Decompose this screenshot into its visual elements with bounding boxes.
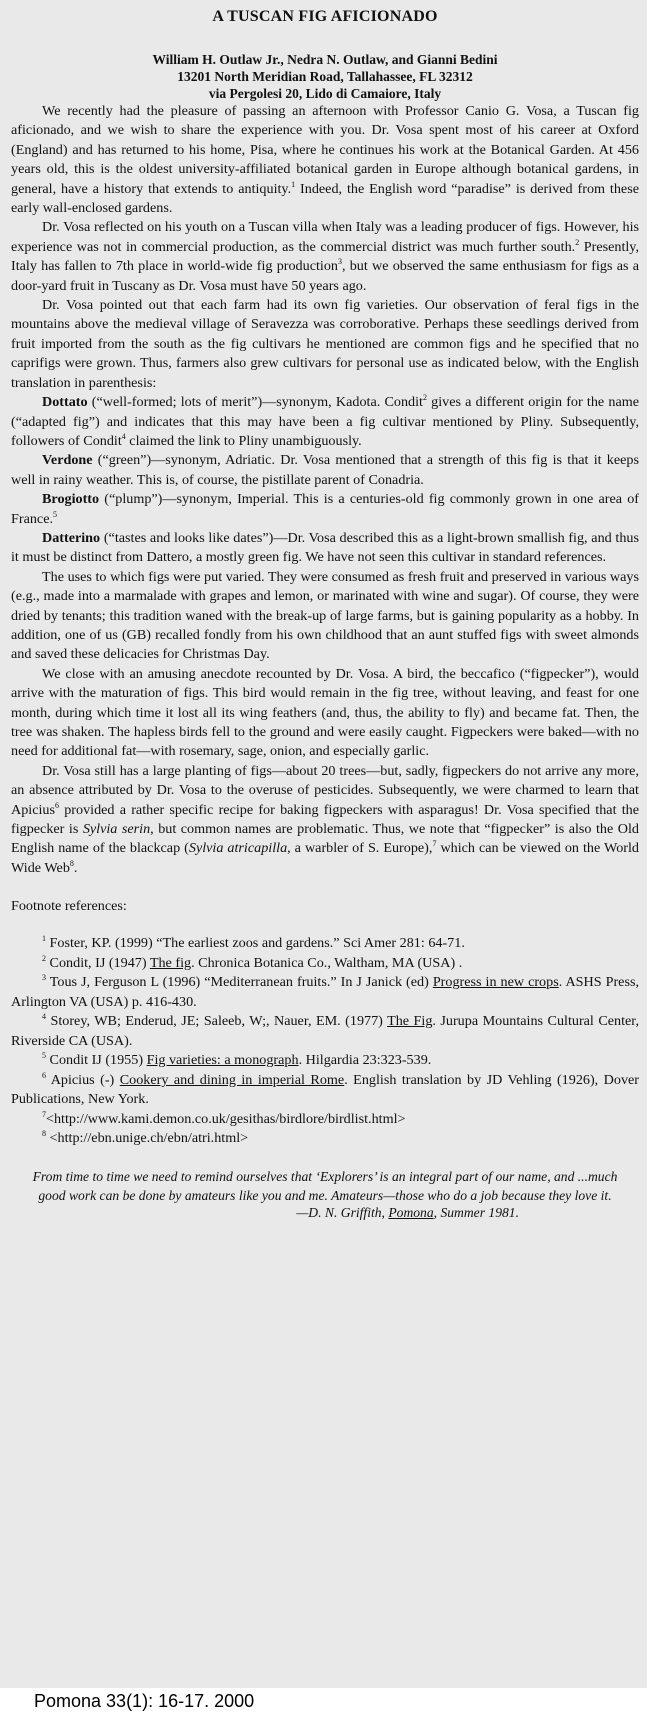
quote-attribution — [11, 1205, 639, 1221]
footnote-8 — [11, 1129, 639, 1149]
text-run: (“tastes and looks like dates”)—Dr. Vosa described this as a light-brown smallish fig, and thus it must be distinct from Dattero, a mostly green fig. We have not seen this cultivar in standard references. — [11, 529, 639, 566]
article-body — [11, 102, 639, 878]
footnote-text: . Jurupa Mountains Cultural Center, Riverside CA (USA). — [11, 1013, 639, 1049]
footnote-text: . English translation by JD Vehling (1926), Dover Publications, New York. — [11, 1071, 640, 1108]
paragraph-youth — [11, 218, 639, 296]
footnote-marker: 4 — [121, 431, 126, 441]
footnote-text: Condit IJ (1955) — [49, 1052, 147, 1069]
paragraph-verdone — [11, 451, 639, 490]
text-run: , but common names are problematic. Thus, we note that “figpecker” is also the Old English name of the blackcap ( — [11, 821, 639, 857]
paragraph-varieties: Dr. Vosa pointed out that each farm had its own fig varieties. Our observation of feral figs in the mountains above the medieval village of Seravezza was corroborative. Perhaps these seedlings derived from fruit imported from the south as the fig cultivars he mentioned are common figs and he specified that no caprifigs were grown. Thus, farmers also grew cultivars for personal use as indicated below, with the English translation in parenthesis: — [11, 297, 639, 391]
footnote-marker: 2 — [575, 237, 580, 247]
footnote-url: <http://www.kami.demon.co.uk/gesithas/birdlore/birdlist.html> — [46, 1110, 406, 1127]
text-run: provided a rather specific recipe for baking figpeckers with asparagus! Dr. Vosa specified that the figpecker is — [11, 801, 639, 838]
footnote-marker: 6 — [55, 800, 59, 810]
footnote-text: Foster, KP. (1999) “The earliest zoos and gardens.” Sci Amer 281: 64-71. — [49, 935, 465, 952]
footnote-marker: 2 — [422, 393, 427, 403]
paragraph-figpecker: We close with an amusing anecdote recounted by Dr. Vosa. A bird, the beccafico (“figpecker”), would arrive with the maturation of figs. This bird would remain in the fig tree, without leaving, and feast for one month, during which time it lost all its wing feathers (and, thus, the ability to fly) and became fat. Then, the tree was shaken. The hapless birds fell to the ground and were easily caught. Figpeckers were baked—with no need for additional fat—with rosemary, sage, onion, and especially garlic. — [11, 665, 639, 760]
book-title: The fig — [149, 954, 192, 971]
text-run: Indeed, the English word “paradise” is derived from these early wall-enclosed gardens. — [11, 180, 639, 217]
paragraph-brogiotto — [11, 490, 639, 529]
footnote-marker: 5 — [53, 509, 58, 519]
text-run: gives a different origin for the name (“adapted fig”) and indicates that this may have been a fig cultivar mentioned by Pliny. Subsequently, followers of Condit — [11, 394, 639, 449]
book-title: Fig varieties: a monograph — [146, 1052, 299, 1069]
footnote-text: Storey, WB; Enderud, JE; Saleeb, W;, Nauer, EM. (1977) — [50, 1013, 388, 1030]
text-run: (“green”)—synonym, Adriatic. Dr. Vosa mentioned that a strength of this fig is that it keeps well in rainy weather. This is, of course, the pistillate parent of Conadria. — [11, 452, 639, 488]
text-run: (“plump”)—synonym, Imperial. This is a centuries-old fig commonly grown in one area of France. — [11, 491, 639, 527]
closing-quote: From time to time we need to remind ourselves that ‘Explorers’ is an integral part of our name, and ...much good work can be done by amateurs like you and me. Amateurs—those who do a job because they love it. — [32, 1168, 618, 1203]
author-names: William H. Outlaw Jr., Nedra N. Outlaw, and Gianni Bedini — [152, 52, 498, 67]
footnote-4 — [11, 1012, 639, 1051]
text-run: . — [73, 859, 78, 876]
book-title: The Fig — [387, 1013, 433, 1030]
footnote-number: 3 — [42, 973, 46, 983]
footnote-text: . Chronica Botanica Co., Waltham, MA (USA) . — [191, 954, 463, 971]
footnote-2 — [11, 954, 639, 974]
footnote-1 — [11, 934, 639, 954]
text-run: , but we observed the same enthusiasm for figs as a door-yard fruit in Tuscany as Dr. Vosa must have 50 years ago. — [11, 258, 639, 294]
author-block — [11, 51, 639, 102]
footnote-text: Tous J, Ferguson L (1996) “Mediterranean fruits.” In J Janick (ed) — [49, 974, 433, 991]
paragraph-dottato — [11, 393, 639, 451]
text-run: Dr. Vosa reflected on his youth on a Tuscan villa when Italy was a leading producer of figs. However, his experience was not in commercial production, as the commercial district was much further south. — [11, 219, 639, 255]
paragraph-datterino — [11, 529, 639, 568]
book-title: Cookery and dining in imperial Rome — [119, 1071, 345, 1088]
species-name: Sylvia atricapilla — [188, 840, 288, 857]
text-run: We recently had the pleasure of passing an afternoon with Professor Canio G. Vosa, a Tuscan fig aficionado, and we wish to share the experience with you. Dr. Vosa spent most of his career at Oxford (England) and has returned to his home, Pisa, where he continues his work at the Botanical Garden. At 456 years old, this is the oldest university-affiliated botanical garden in Europe although botanical gardens, in general, have a history that extends to antiquity. — [11, 103, 639, 197]
cultivar-name-dottato: Dottato — [42, 394, 88, 411]
footnote-marker: 8 — [69, 858, 74, 868]
text-run: (“well-formed; lots of merit”)—synonym, Kadota. Condit — [87, 394, 423, 411]
footnote-text: Apicius (-) — [50, 1071, 120, 1088]
species-name: Sylvia serin — [82, 821, 151, 838]
paragraph-uses: The uses to which figs were put varied. They were consumed as fresh fruit and preserved in various ways (e.g., made into a marmalade with grapes and lemon, or marinated with wine and sugar). Of course, they were dried by tenants; this tradition waned with the break-up of large farms, but is gaining popularity as a hobby. In addition, one of us (GB) recalled fondly from his own childhood that an aunt stuffed figs with sweet almonds and saved these delicacies for Christmas Day. — [11, 568, 639, 663]
cultivar-name-brogiotto: Brogiotto — [42, 491, 100, 508]
footnote-3 — [11, 973, 639, 1012]
cultivar-name-verdone: Verdone — [42, 452, 93, 469]
text-run: Presently, Italy has fallen to 7th place in world-wide fig production — [11, 238, 639, 275]
cultivar-name-datterino: Datterino — [42, 529, 101, 546]
attribution-journal: Pomona — [388, 1204, 434, 1220]
author-address-italy: via Pergolesi 20, Lido di Camaiore, Italy — [208, 86, 442, 101]
source-citation: Pomona 33(1): 16-17. 2000 — [34, 1691, 255, 1711]
text-run: , a warbler of S. Europe), — [287, 840, 433, 857]
text-run: Dr. Vosa still has a large planting of figs—about 20 trees—but, sadly, figpeckers do not arrive any more, an absence attributed by Dr. Vosa to the overuse of pesticides. Subsequently, we were charmed to learn that Apicius — [11, 762, 639, 818]
footnote-number: 7 — [42, 1109, 46, 1119]
footnote-marker: 1 — [291, 179, 296, 189]
footnote-number: 8 — [42, 1129, 46, 1139]
footnotes-heading: Footnote references: — [11, 898, 127, 915]
attribution-author: —D. N. Griffith, — [296, 1204, 389, 1220]
footnote-7 — [11, 1110, 639, 1130]
text-run: claimed the link to Pliny unambiguously. — [125, 432, 362, 449]
book-title: Progress in new crops — [432, 974, 559, 991]
paragraph-intro — [11, 102, 639, 218]
attribution-date: , Summer 1981. — [433, 1204, 519, 1220]
author-address-us: 13201 North Meridian Road, Tallahassee, FL 32312 — [177, 69, 473, 84]
footnote-marker: 3 — [337, 257, 342, 267]
footnote-text: . Hilgardia 23:323-539. — [298, 1052, 432, 1069]
footnote-6 — [11, 1071, 639, 1110]
footnote-text: Condit, IJ (1947) — [49, 954, 150, 971]
footnote-number: 4 — [42, 1012, 46, 1022]
footnote-list — [11, 934, 639, 1149]
footnote-5 — [11, 1051, 639, 1071]
footnote-number: 5 — [42, 1051, 46, 1061]
footnote-url: <http://ebn.unige.ch/ebn/atri.html> — [49, 1130, 249, 1147]
text-run: which can be viewed on the World Wide Web — [11, 840, 639, 876]
footnote-text: . ASHS Press, Arlington VA (USA) p. 416-430. — [11, 974, 639, 1010]
footnote-marker: 7 — [432, 839, 437, 849]
footnote-number: 1 — [42, 934, 46, 944]
footnote-number: 6 — [42, 1070, 46, 1080]
footnote-number: 2 — [42, 953, 46, 963]
article-title: A TUSCAN FIG AFICIONADO — [212, 8, 438, 25]
paragraph-closing — [11, 762, 639, 878]
